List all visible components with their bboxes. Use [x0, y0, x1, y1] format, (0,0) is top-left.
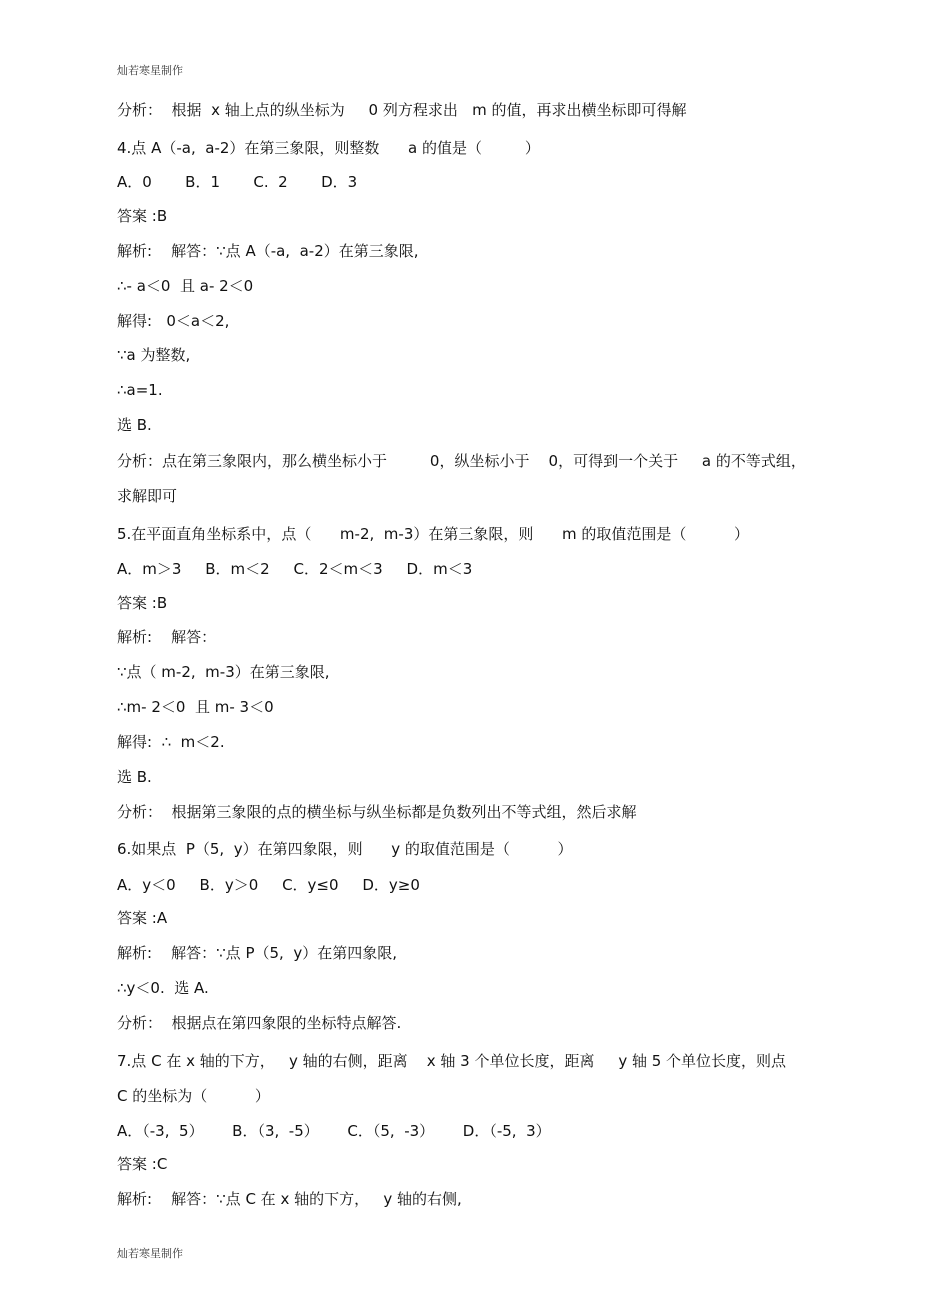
question-7-text-1: 7.点 C 在 x 轴的下方， y 轴的右侧，距离 x 轴 3 个单位长度，距离 y 轴 5 个单位长度，则点 — [117, 1052, 787, 1070]
question-6-answer: 答案 :A — [117, 909, 168, 927]
question-4-solution-2: ∴- a＜0 且 a- 2＜0 — [117, 277, 254, 295]
question-4-solution-4: ∵a 为整数, — [117, 346, 191, 364]
question-4-options: A．0 B．1 C. 2 D．3 — [117, 173, 358, 191]
question-5-choice: 选 B. — [117, 768, 152, 786]
question-5-analysis: 分析： 根据第三象限的点的横坐标与纵坐标都是负数列出不等式组，然后求解 — [117, 803, 637, 821]
page-header: 灿若寒星制作 — [117, 64, 183, 77]
question-5-answer: 答案 :B — [117, 594, 168, 612]
question-7-solution-1: 解析: 解答：∵点 C 在 x 轴的下方， y 轴的右侧, — [117, 1190, 462, 1208]
question-5-solution-1: 解析: 解答： — [117, 628, 217, 646]
question-4-text: 4.点 A（-a, a-2）在第三象限，则整数 a 的值是（ ） — [117, 139, 540, 157]
question-4-choice: 选 B. — [117, 416, 152, 434]
question-7-answer: 答案 :C — [117, 1155, 168, 1173]
question-6-solution-1: 解析: 解答：∵点 P（5, y）在第四象限, — [117, 944, 397, 962]
question-7-options: A．（-3, 5） B．（3, -5） C．（5, -3） D．（-5, 3） — [117, 1122, 551, 1140]
question-5-solution-2: ∵点（ m-2, m-3）在第三象限, — [117, 663, 330, 681]
page-footer: 灿若寒星制作 — [117, 1247, 183, 1260]
question-6-analysis: 分析： 根据点在第四象限的坐标特点解答. — [117, 1014, 402, 1032]
question-7-text-2: C 的坐标为（ ） — [117, 1087, 270, 1105]
question-5-solution-4: 解得: ∴ m＜2. — [117, 733, 225, 751]
question-6-solution-2: ∴y＜0. 选 A. — [117, 979, 209, 997]
analysis-line-q3: 分析： 根据 x 轴上点的纵坐标为 0 列方程求出 m 的值，再求出横坐标即可得解 — [117, 101, 687, 119]
question-4-solution-3: 解得: 0＜a＜2, — [117, 312, 230, 330]
question-4-analysis-1: 分析：点在第三象限内，那么横坐标小于 0，纵坐标小于 0，可得到一个关于 a 的不等式组， — [117, 452, 806, 470]
question-4-answer: 答案 :B — [117, 207, 168, 225]
question-5-options: A．m＞3 B．m＜2 C．2＜m＜3 D．m＜3 — [117, 560, 473, 578]
question-6-text: 6.如果点 P（5, y）在第四象限，则 y 的取值范围是（ ） — [117, 840, 573, 858]
question-5-solution-3: ∴m- 2＜0 且 m- 3＜0 — [117, 698, 274, 716]
question-4-solution-5: ∴a=1. — [117, 381, 163, 399]
question-6-options: A．y＜0 B．y＞0 C．y≤0 D．y≥0 — [117, 876, 420, 894]
question-5-text: 5.在平面直角坐标系中，点（ m-2, m-3）在第三象限，则 m 的取值范围是（ ） — [117, 525, 750, 543]
question-4-analysis-2: 求解即可 — [117, 487, 178, 505]
question-4-solution-1: 解析: 解答：∵点 A（-a, a-2）在第三象限, — [117, 242, 419, 260]
